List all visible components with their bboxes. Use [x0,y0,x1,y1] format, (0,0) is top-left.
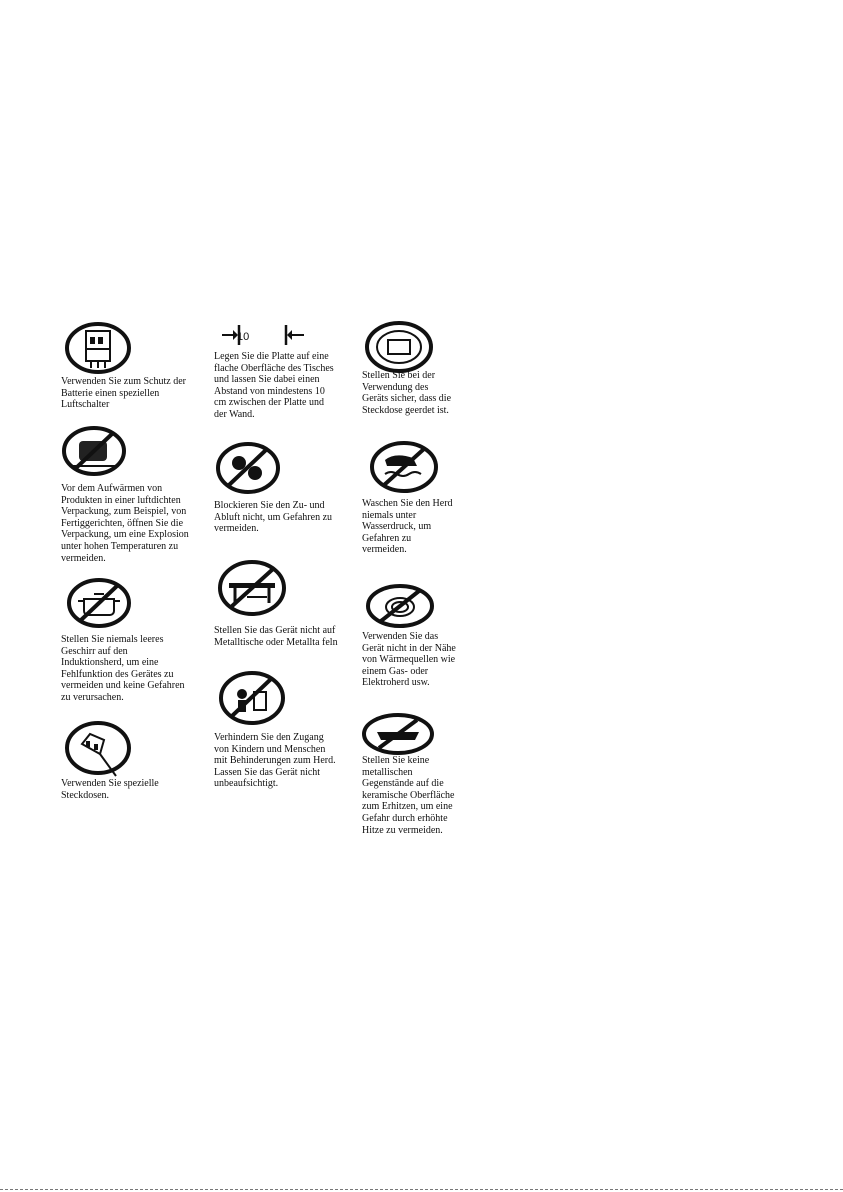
no-sealed-package-icon [61,425,127,477]
instruction-text: Stellen Sie bei der Verwendung des Geräts sicher, dass die Steckdose geerdet ist. [362,370,452,416]
instruction-text: Verwenden Sie das Gerät nicht in der Nähe von Wärmequellen wie einem Gas- oder Elektroherd usw. [362,631,456,689]
instruction-text: Vor dem Aufwärmen von Produkten in einer luftdichten Verpackung, zum Beispiel, von Fertiggerichten, öffnen Sie die Verpackung, um eine Explosion unter hohen Temperaturen zu vermeiden. [61,483,189,564]
instruction-text: Verwenden Sie zum Schutz der Batterie einen speziellen Luftschalter [61,376,186,411]
grounded-socket-icon [364,320,434,374]
instruction-text: Waschen Sie den Herd niemals unter Wasserdruck, um Gefahren zu vermeiden. [362,498,453,556]
no-water-jet-icon [369,440,439,494]
page-bottom-rule [0,1189,843,1190]
no-children-icon [218,670,286,726]
no-blocked-vents-icon [215,441,281,495]
no-metal-table-icon [217,559,287,617]
instruction-text: Legen Sie die Platte auf eine flache Oberfläche des Tisches und lassen Sie dabei einen Abstand von mindestens 10 cm zwischen der Platte und der Wand. [214,351,334,420]
instruction-text: Verhindern Sie den Zugang von Kindern und Menschen mit Behinderungen zum Herd. Lassen Sie das Gerät nicht unbeaufsichtigt. [214,732,336,790]
special-plug-icon [64,720,132,780]
circuit-breaker-icon [64,321,132,375]
no-metal-objects-icon [361,712,435,756]
instruction-text: Stellen Sie niemals leeres Geschirr auf den Induktionsherd, um eine Fehlfunktion des Gerätes zu vermeiden und keine Gefahren zu verursachen. [61,634,185,703]
distance-label: 10 [237,331,250,343]
instruction-text: Stellen Sie das Gerät nicht auf Metalltische oder Metallta feln [214,625,338,648]
instruction-text: Stellen Sie keine metallischen Gegenstände auf die keramische Oberfläche zum Erhitzen, um eine Gefahr durch erhöhte Hitze zu vermeiden. [362,755,455,836]
no-heat-source-icon [365,583,435,629]
instruction-text: Blockieren Sie den Zu- und Abluft nicht, um Gefahren zu vermeiden. [214,500,333,535]
distance-to-wall-icon [220,324,306,346]
no-empty-pot-icon [66,577,132,629]
instruction-text: Verwenden Sie spezielle Steckdosen. [61,778,159,801]
